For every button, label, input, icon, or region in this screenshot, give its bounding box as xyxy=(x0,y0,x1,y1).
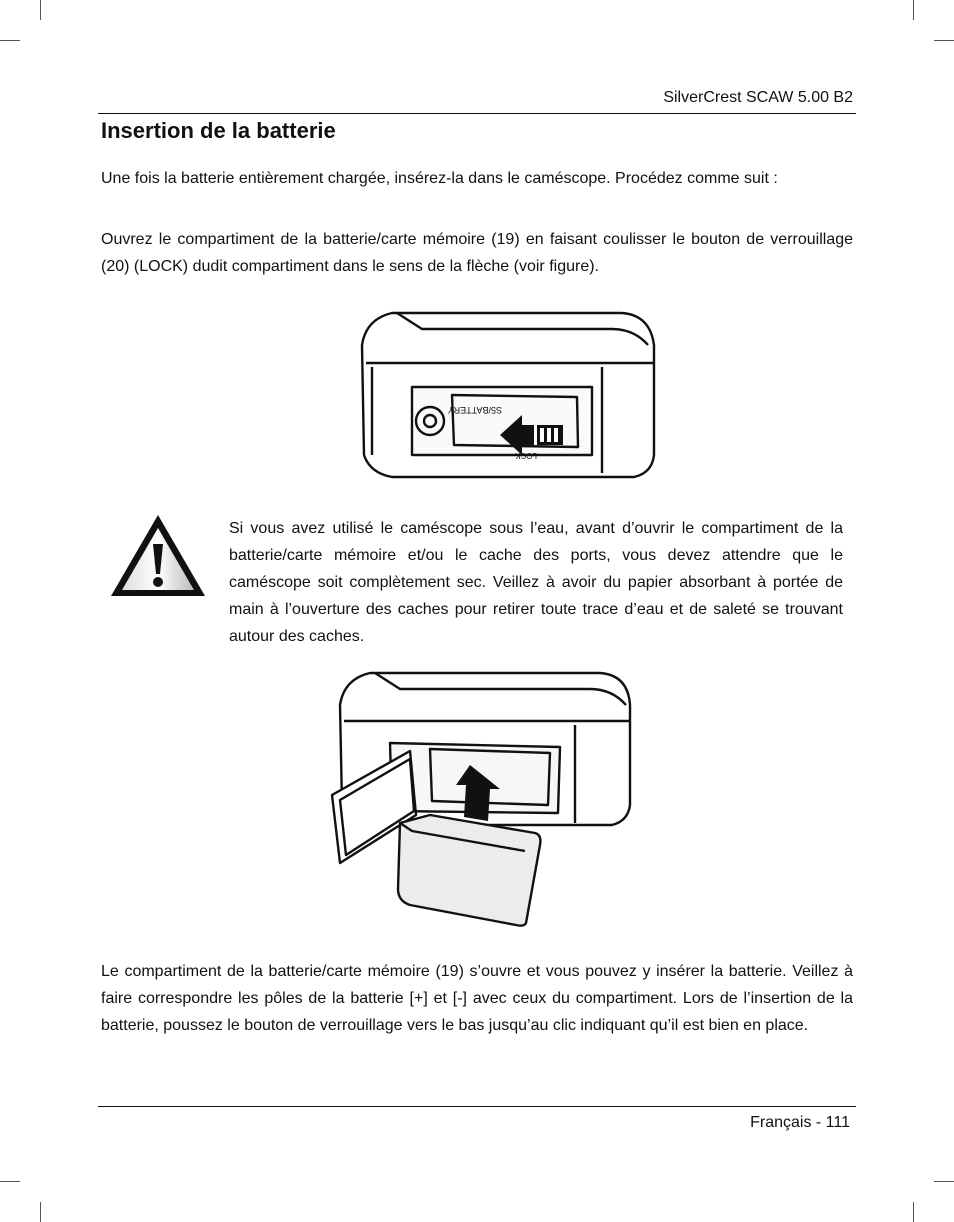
crop-mark xyxy=(913,1202,914,1222)
footer-rule xyxy=(98,1106,856,1107)
battery-insertion-illustration xyxy=(330,665,635,927)
crop-mark xyxy=(934,1181,954,1182)
warning-paragraph: Si vous avez utilisé le caméscope sous l’eau, avant d’ouvrir le compartiment de la batterie/carte mémoire et/ou le cache des ports, vous devez attendre que le caméscope soit complètement sec. Veillez à avoir du papier absorbant à portée de main à l’ouverture des caches pour retirer toute trace d’eau et de saleté se trouvant autour des caches. xyxy=(229,520,843,645)
warning-triangle-icon xyxy=(108,512,208,600)
section-title: Insertion de la batterie xyxy=(101,118,336,143)
crop-mark xyxy=(0,1181,20,1182)
crop-mark xyxy=(913,0,914,20)
crop-mark xyxy=(40,0,41,20)
page-number: Français - 111 xyxy=(750,1114,850,1131)
camcorder-lock-illustration xyxy=(352,305,662,485)
door-text: S5/BATTERY xyxy=(447,405,502,415)
crop-mark xyxy=(40,1202,41,1222)
crop-mark xyxy=(934,40,954,41)
crop-mark xyxy=(0,40,20,41)
header-rule xyxy=(98,113,856,114)
paragraph-insert-battery: Le compartiment de la batterie/carte mémoire (19) s’ouvre et vous pouvez y insérer la batterie. Veillez à faire correspondre les pôles de la batterie [+] et [-] avec ceux du compartiment. Lors de l’insertion de la batterie, poussez le bouton de verrouillage vers le bas jusqu’au clic indiquant qu’il est bien en place. xyxy=(101,963,853,1034)
paragraph-open-compartment: Ouvrez le compartiment de la batterie/carte mémoire (19) en faisant coulisser le bouton de verrouillage (20) (LOCK) dudit compartiment dans le sens de la flèche (voir figure). xyxy=(101,231,853,275)
running-header: SilverCrest SCAW 5.00 B2 xyxy=(663,89,853,106)
lock-label: LOCK xyxy=(515,451,537,460)
paragraph-intro: Une fois la batterie entièrement chargée, insérez-la dans le caméscope. Procédez comme suit : xyxy=(101,170,778,187)
